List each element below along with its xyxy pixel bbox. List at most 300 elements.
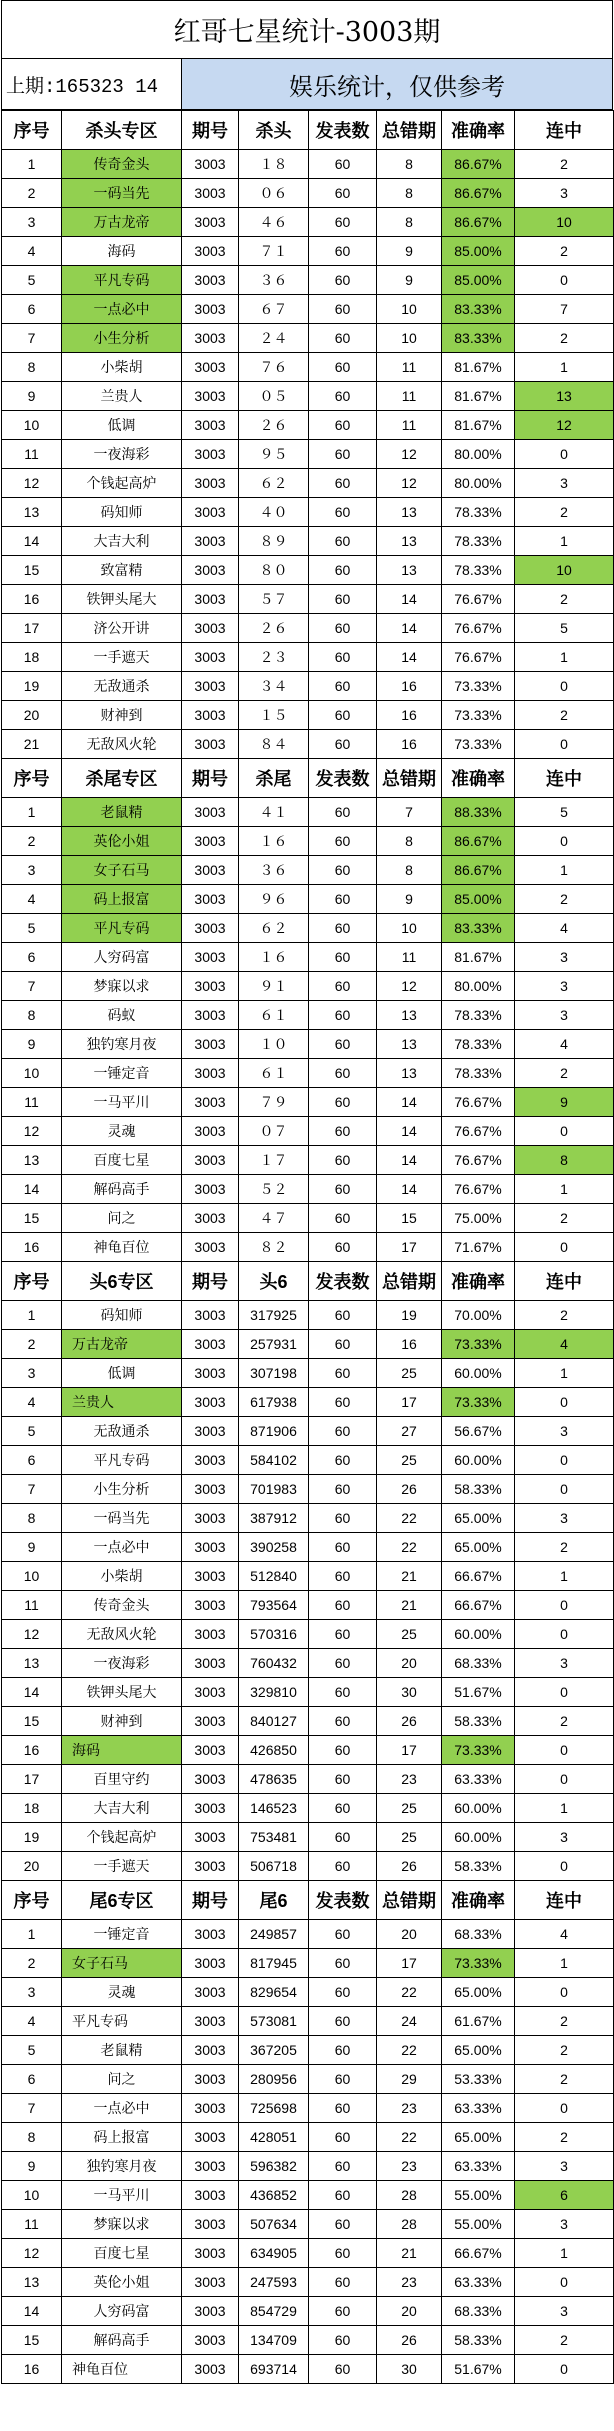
cell-rate: 86.67% bbox=[442, 856, 515, 885]
cell-code: 793564 bbox=[239, 1591, 309, 1620]
cell-issue: 3003 bbox=[182, 1620, 239, 1649]
cell-err: 14 bbox=[377, 1146, 442, 1175]
cell-err: 16 bbox=[377, 730, 442, 759]
cell-code: 428051 bbox=[239, 2123, 309, 2152]
cell-code: 478635 bbox=[239, 1765, 309, 1794]
cell-code: 634905 bbox=[239, 2239, 309, 2268]
cell-name: 人穷码富 bbox=[62, 943, 182, 972]
cell-rate: 78.33% bbox=[442, 527, 515, 556]
cell-rate: 55.00% bbox=[442, 2181, 515, 2210]
cell-issue: 3003 bbox=[182, 1417, 239, 1446]
cell-streak: 7 bbox=[515, 295, 614, 324]
cell-issue: 3003 bbox=[182, 266, 239, 295]
table-row bbox=[2, 972, 614, 1001]
cell-rate: 51.67% bbox=[442, 1678, 515, 1707]
column-header: 尾6 bbox=[239, 1881, 309, 1920]
table-row bbox=[2, 411, 614, 440]
cell-count: 60 bbox=[309, 527, 377, 556]
table-row bbox=[2, 1533, 614, 1562]
cell-err: 14 bbox=[377, 1117, 442, 1146]
cell-streak: 0 bbox=[515, 2094, 614, 2123]
cell-rate: 73.33% bbox=[442, 730, 515, 759]
table-row bbox=[2, 672, 614, 701]
cell-count: 60 bbox=[309, 585, 377, 614]
cell-issue: 3003 bbox=[182, 2152, 239, 2181]
cell-rate: 83.33% bbox=[442, 295, 515, 324]
cell-code: 329810 bbox=[239, 1678, 309, 1707]
column-header: 总错期 bbox=[377, 1881, 442, 1920]
column-header: 准确率 bbox=[442, 1262, 515, 1301]
cell-streak: 2 bbox=[515, 498, 614, 527]
cell-count: 60 bbox=[309, 2065, 377, 2094]
column-header: 期号 bbox=[182, 111, 239, 150]
cell-err: 10 bbox=[377, 914, 442, 943]
cell-name: 传奇金头 bbox=[62, 1591, 182, 1620]
table-row bbox=[2, 1359, 614, 1388]
cell-issue: 3003 bbox=[182, 1233, 239, 1262]
cell-name: 解码高手 bbox=[62, 1175, 182, 1204]
cell-streak: 2 bbox=[515, 2123, 614, 2152]
cell-streak: 2 bbox=[515, 1301, 614, 1330]
cell-code: ６１ bbox=[239, 1001, 309, 1030]
cell-code: 854729 bbox=[239, 2297, 309, 2326]
cell-err: 11 bbox=[377, 382, 442, 411]
cell-err: 25 bbox=[377, 1794, 442, 1823]
cell-name: 梦寐以求 bbox=[62, 2210, 182, 2239]
cell-code: ８９ bbox=[239, 527, 309, 556]
cell-rate: 60.00% bbox=[442, 1446, 515, 1475]
cell-rate: 83.33% bbox=[442, 324, 515, 353]
cell-rate: 66.67% bbox=[442, 1591, 515, 1620]
table-row bbox=[2, 469, 614, 498]
cell-streak: 3 bbox=[515, 1417, 614, 1446]
cell-issue: 3003 bbox=[182, 353, 239, 382]
cell-no: 7 bbox=[2, 1475, 62, 1504]
cell-rate: 73.33% bbox=[442, 701, 515, 730]
cell-count: 60 bbox=[309, 411, 377, 440]
cell-count: 60 bbox=[309, 1978, 377, 2007]
column-header: 期号 bbox=[182, 1881, 239, 1920]
cell-no: 1 bbox=[2, 1301, 62, 1330]
column-header: 序号 bbox=[2, 111, 62, 150]
column-header: 连中 bbox=[515, 759, 614, 798]
cell-no: 4 bbox=[2, 237, 62, 266]
cell-err: 20 bbox=[377, 2297, 442, 2326]
cell-count: 60 bbox=[309, 2152, 377, 2181]
cell-rate: 85.00% bbox=[442, 885, 515, 914]
cell-code: 506718 bbox=[239, 1852, 309, 1881]
cell-err: 25 bbox=[377, 1823, 442, 1852]
cell-streak: 3 bbox=[515, 1823, 614, 1852]
cell-issue: 3003 bbox=[182, 2326, 239, 2355]
cell-rate: 60.00% bbox=[442, 1794, 515, 1823]
cell-code: １７ bbox=[239, 1146, 309, 1175]
cell-err: 26 bbox=[377, 1707, 442, 1736]
cell-code: ２６ bbox=[239, 614, 309, 643]
cell-err: 8 bbox=[377, 827, 442, 856]
cell-name: 兰贵人 bbox=[62, 1388, 182, 1417]
cell-rate: 55.00% bbox=[442, 2210, 515, 2239]
cell-count: 60 bbox=[309, 1030, 377, 1059]
cell-rate: 58.33% bbox=[442, 1852, 515, 1881]
cell-no: 5 bbox=[2, 2036, 62, 2065]
cell-count: 60 bbox=[309, 2355, 377, 2384]
cell-rate: 85.00% bbox=[442, 237, 515, 266]
column-header: 连中 bbox=[515, 111, 614, 150]
cell-issue: 3003 bbox=[182, 324, 239, 353]
table-row bbox=[2, 266, 614, 295]
table-row bbox=[2, 1678, 614, 1707]
cell-rate: 65.00% bbox=[442, 1978, 515, 2007]
cell-count: 60 bbox=[309, 1475, 377, 1504]
cell-issue: 3003 bbox=[182, 972, 239, 1001]
cell-rate: 56.67% bbox=[442, 1417, 515, 1446]
cell-rate: 51.67% bbox=[442, 2355, 515, 2384]
cell-issue: 3003 bbox=[182, 1030, 239, 1059]
cell-name: 大吉大利 bbox=[62, 527, 182, 556]
cell-no: 5 bbox=[2, 914, 62, 943]
cell-name: 无敌通杀 bbox=[62, 1417, 182, 1446]
cell-streak: 2 bbox=[515, 1533, 614, 1562]
cell-streak: 2 bbox=[515, 2065, 614, 2094]
cell-streak: 0 bbox=[515, 1978, 614, 2007]
cell-name: 平凡专码 bbox=[62, 914, 182, 943]
cell-no: 12 bbox=[2, 1620, 62, 1649]
cell-code: 753481 bbox=[239, 1823, 309, 1852]
table-row bbox=[2, 1088, 614, 1117]
cell-rate: 73.33% bbox=[442, 1388, 515, 1417]
cell-issue: 3003 bbox=[182, 1978, 239, 2007]
cell-no: 13 bbox=[2, 2268, 62, 2297]
cell-err: 25 bbox=[377, 1620, 442, 1649]
cell-err: 9 bbox=[377, 237, 442, 266]
cell-streak: 0 bbox=[515, 1591, 614, 1620]
table-row bbox=[2, 2326, 614, 2355]
cell-issue: 3003 bbox=[182, 1059, 239, 1088]
cell-rate: 80.00% bbox=[442, 469, 515, 498]
cell-streak: 0 bbox=[515, 1446, 614, 1475]
column-header: 总错期 bbox=[377, 1262, 442, 1301]
cell-code: 249857 bbox=[239, 1920, 309, 1949]
table-row bbox=[2, 295, 614, 324]
cell-no: 8 bbox=[2, 353, 62, 382]
stats-table-body bbox=[2, 111, 614, 2384]
cell-no: 17 bbox=[2, 614, 62, 643]
cell-no: 3 bbox=[2, 1978, 62, 2007]
cell-name: 英伦小姐 bbox=[62, 827, 182, 856]
cell-count: 60 bbox=[309, 2123, 377, 2152]
cell-issue: 3003 bbox=[182, 643, 239, 672]
cell-streak: 5 bbox=[515, 798, 614, 827]
cell-no: 3 bbox=[2, 1359, 62, 1388]
column-header: 连中 bbox=[515, 1881, 614, 1920]
cell-streak: 9 bbox=[515, 1088, 614, 1117]
cell-err: 14 bbox=[377, 643, 442, 672]
column-header: 发表数 bbox=[309, 759, 377, 798]
cell-count: 60 bbox=[309, 856, 377, 885]
cell-issue: 3003 bbox=[182, 2268, 239, 2297]
cell-err: 7 bbox=[377, 798, 442, 827]
cell-code: 570316 bbox=[239, 1620, 309, 1649]
table-row bbox=[2, 1562, 614, 1591]
cell-count: 60 bbox=[309, 914, 377, 943]
section-header-tail6 bbox=[2, 1881, 614, 1920]
cell-no: 10 bbox=[2, 1059, 62, 1088]
cell-name: 一点必中 bbox=[62, 295, 182, 324]
column-header: 准确率 bbox=[442, 1881, 515, 1920]
table-row bbox=[2, 2210, 614, 2239]
cell-no: 10 bbox=[2, 1562, 62, 1591]
cell-count: 60 bbox=[309, 2181, 377, 2210]
column-header: 准确率 bbox=[442, 759, 515, 798]
cell-err: 14 bbox=[377, 614, 442, 643]
table-row bbox=[2, 1736, 614, 1765]
cell-name: 海码 bbox=[62, 237, 182, 266]
cell-count: 60 bbox=[309, 2239, 377, 2268]
cell-err: 17 bbox=[377, 1233, 442, 1262]
cell-code: 840127 bbox=[239, 1707, 309, 1736]
cell-no: 2 bbox=[2, 827, 62, 856]
column-header: 杀尾专区 bbox=[62, 759, 182, 798]
cell-count: 60 bbox=[309, 614, 377, 643]
cell-err: 21 bbox=[377, 2239, 442, 2268]
cell-issue: 3003 bbox=[182, 1533, 239, 1562]
cell-issue: 3003 bbox=[182, 672, 239, 701]
cell-name: 码蚁 bbox=[62, 1001, 182, 1030]
cell-code: 280956 bbox=[239, 2065, 309, 2094]
cell-no: 2 bbox=[2, 1949, 62, 1978]
cell-name: 百里守约 bbox=[62, 1765, 182, 1794]
table-row bbox=[2, 2123, 614, 2152]
cell-streak: 3 bbox=[515, 2210, 614, 2239]
cell-code: 725698 bbox=[239, 2094, 309, 2123]
cell-no: 11 bbox=[2, 1591, 62, 1620]
cell-rate: 63.33% bbox=[442, 2094, 515, 2123]
cell-name: 海码 bbox=[62, 1736, 182, 1765]
cell-count: 60 bbox=[309, 1949, 377, 1978]
cell-code: ６２ bbox=[239, 914, 309, 943]
cell-streak: 4 bbox=[515, 1920, 614, 1949]
cell-name: 致富精 bbox=[62, 556, 182, 585]
cell-no: 21 bbox=[2, 730, 62, 759]
cell-name: 码上报富 bbox=[62, 2123, 182, 2152]
cell-count: 60 bbox=[309, 1330, 377, 1359]
table-row bbox=[2, 2239, 614, 2268]
cell-err: 13 bbox=[377, 527, 442, 556]
cell-streak: 2 bbox=[515, 1059, 614, 1088]
cell-name: 一马平川 bbox=[62, 2181, 182, 2210]
cell-count: 60 bbox=[309, 798, 377, 827]
sheet-title: 红哥七星统计-3003期 bbox=[1, 0, 613, 58]
cell-name: 无敌风火轮 bbox=[62, 1620, 182, 1649]
cell-streak: 0 bbox=[515, 1765, 614, 1794]
cell-name: 一点必中 bbox=[62, 1533, 182, 1562]
cell-err: 16 bbox=[377, 701, 442, 730]
cell-rate: 68.33% bbox=[442, 2297, 515, 2326]
cell-code: ３６ bbox=[239, 856, 309, 885]
table-row bbox=[2, 150, 614, 179]
cell-issue: 3003 bbox=[182, 2065, 239, 2094]
cell-no: 16 bbox=[2, 1736, 62, 1765]
cell-count: 60 bbox=[309, 266, 377, 295]
cell-rate: 78.33% bbox=[442, 1059, 515, 1088]
cell-err: 11 bbox=[377, 411, 442, 440]
cell-err: 11 bbox=[377, 943, 442, 972]
table-row bbox=[2, 1949, 614, 1978]
cell-name: 无敌风火轮 bbox=[62, 730, 182, 759]
cell-name: 一码当先 bbox=[62, 179, 182, 208]
cell-count: 60 bbox=[309, 2268, 377, 2297]
table-row bbox=[2, 1475, 614, 1504]
cell-code: 436852 bbox=[239, 2181, 309, 2210]
table-row bbox=[2, 2065, 614, 2094]
cell-issue: 3003 bbox=[182, 1823, 239, 1852]
cell-code: 817945 bbox=[239, 1949, 309, 1978]
cell-no: 11 bbox=[2, 440, 62, 469]
cell-code: 617938 bbox=[239, 1388, 309, 1417]
cell-no: 15 bbox=[2, 1707, 62, 1736]
cell-no: 8 bbox=[2, 1504, 62, 1533]
cell-count: 60 bbox=[309, 972, 377, 1001]
cell-issue: 3003 bbox=[182, 527, 239, 556]
cell-rate: 63.33% bbox=[442, 2268, 515, 2297]
cell-err: 29 bbox=[377, 2065, 442, 2094]
cell-name: 灵魂 bbox=[62, 1978, 182, 2007]
cell-rate: 65.00% bbox=[442, 1504, 515, 1533]
cell-rate: 63.33% bbox=[442, 2152, 515, 2181]
cell-name: 小生分析 bbox=[62, 324, 182, 353]
cell-code: ３４ bbox=[239, 672, 309, 701]
cell-name: 一锤定音 bbox=[62, 1920, 182, 1949]
cell-no: 9 bbox=[2, 1533, 62, 1562]
cell-issue: 3003 bbox=[182, 614, 239, 643]
cell-issue: 3003 bbox=[182, 585, 239, 614]
cell-streak: 10 bbox=[515, 208, 614, 237]
cell-count: 60 bbox=[309, 2297, 377, 2326]
cell-count: 60 bbox=[309, 1301, 377, 1330]
cell-err: 17 bbox=[377, 1949, 442, 1978]
cell-issue: 3003 bbox=[182, 2210, 239, 2239]
cell-rate: 73.33% bbox=[442, 672, 515, 701]
table-row bbox=[2, 1823, 614, 1852]
cell-no: 1 bbox=[2, 1920, 62, 1949]
table-row bbox=[2, 527, 614, 556]
cell-issue: 3003 bbox=[182, 382, 239, 411]
cell-err: 13 bbox=[377, 1059, 442, 1088]
cell-err: 13 bbox=[377, 1001, 442, 1030]
cell-name: 人穷码富 bbox=[62, 2297, 182, 2326]
cell-streak: 0 bbox=[515, 1117, 614, 1146]
cell-no: 4 bbox=[2, 2007, 62, 2036]
cell-issue: 3003 bbox=[182, 914, 239, 943]
cell-code: ０７ bbox=[239, 1117, 309, 1146]
cell-streak: 2 bbox=[515, 2007, 614, 2036]
cell-count: 60 bbox=[309, 353, 377, 382]
cell-code: 871906 bbox=[239, 1417, 309, 1446]
table-row bbox=[2, 237, 614, 266]
cell-no: 2 bbox=[2, 1330, 62, 1359]
cell-count: 60 bbox=[309, 1359, 377, 1388]
cell-err: 27 bbox=[377, 1417, 442, 1446]
cell-no: 18 bbox=[2, 643, 62, 672]
cell-count: 60 bbox=[309, 1417, 377, 1446]
cell-name: 大吉大利 bbox=[62, 1794, 182, 1823]
cell-rate: 85.00% bbox=[442, 266, 515, 295]
cell-streak: 5 bbox=[515, 614, 614, 643]
cell-no: 17 bbox=[2, 1765, 62, 1794]
cell-rate: 81.67% bbox=[442, 411, 515, 440]
table-row bbox=[2, 2268, 614, 2297]
cell-no: 20 bbox=[2, 1852, 62, 1881]
cell-err: 12 bbox=[377, 440, 442, 469]
cell-name: 女子石马 bbox=[62, 1949, 182, 1978]
cell-code: 146523 bbox=[239, 1794, 309, 1823]
cell-name: 问之 bbox=[62, 1204, 182, 1233]
cell-no: 12 bbox=[2, 469, 62, 498]
cell-rate: 68.33% bbox=[442, 1649, 515, 1678]
cell-no: 3 bbox=[2, 856, 62, 885]
cell-streak: 2 bbox=[515, 1707, 614, 1736]
table-row bbox=[2, 324, 614, 353]
cell-count: 60 bbox=[309, 1117, 377, 1146]
cell-issue: 3003 bbox=[182, 1204, 239, 1233]
table-row bbox=[2, 498, 614, 527]
table-row bbox=[2, 914, 614, 943]
cell-streak: 3 bbox=[515, 469, 614, 498]
cell-rate: 73.33% bbox=[442, 1736, 515, 1765]
cell-issue: 3003 bbox=[182, 2007, 239, 2036]
table-row bbox=[2, 2181, 614, 2210]
cell-no: 13 bbox=[2, 1146, 62, 1175]
cell-count: 60 bbox=[309, 498, 377, 527]
cell-no: 9 bbox=[2, 2152, 62, 2181]
cell-name: 灵魂 bbox=[62, 1117, 182, 1146]
cell-no: 1 bbox=[2, 150, 62, 179]
cell-issue: 3003 bbox=[182, 237, 239, 266]
cell-code: 829654 bbox=[239, 1978, 309, 2007]
cell-streak: 3 bbox=[515, 1649, 614, 1678]
cell-issue: 3003 bbox=[182, 1678, 239, 1707]
cell-count: 60 bbox=[309, 1649, 377, 1678]
cell-code: ２３ bbox=[239, 643, 309, 672]
cell-count: 60 bbox=[309, 237, 377, 266]
disclaimer-banner: 娱乐统计，仅供参考 bbox=[182, 59, 612, 109]
cell-err: 30 bbox=[377, 1678, 442, 1707]
cell-rate: 80.00% bbox=[442, 972, 515, 1001]
cell-no: 20 bbox=[2, 701, 62, 730]
table-row bbox=[2, 1301, 614, 1330]
cell-count: 60 bbox=[309, 2326, 377, 2355]
cell-count: 60 bbox=[309, 208, 377, 237]
table-row bbox=[2, 1591, 614, 1620]
cell-count: 60 bbox=[309, 1678, 377, 1707]
cell-rate: 58.33% bbox=[442, 2326, 515, 2355]
table-row bbox=[2, 208, 614, 237]
cell-no: 15 bbox=[2, 1204, 62, 1233]
cell-rate: 75.00% bbox=[442, 1204, 515, 1233]
cell-no: 1 bbox=[2, 798, 62, 827]
cell-streak: 12 bbox=[515, 411, 614, 440]
cell-name: 财神到 bbox=[62, 1707, 182, 1736]
cell-code: 512840 bbox=[239, 1562, 309, 1591]
cell-no: 12 bbox=[2, 1117, 62, 1146]
cell-err: 21 bbox=[377, 1562, 442, 1591]
cell-code: 307198 bbox=[239, 1359, 309, 1388]
cell-code: 387912 bbox=[239, 1504, 309, 1533]
cell-code: 134709 bbox=[239, 2326, 309, 2355]
cell-name: 百度七星 bbox=[62, 2239, 182, 2268]
cell-code: 573081 bbox=[239, 2007, 309, 2036]
